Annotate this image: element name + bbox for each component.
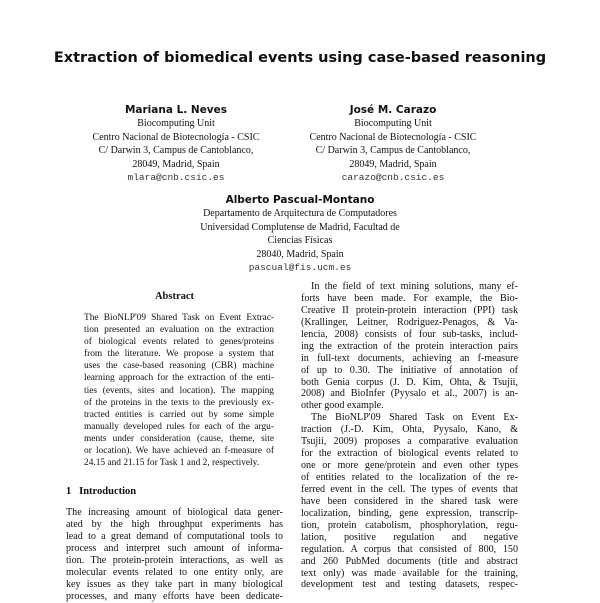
text-line: tion, protein catabolism, phosphorylation, regu-	[301, 519, 518, 531]
author-block	[66, 103, 286, 185]
text-line: manually developed rules for each of the argu-	[84, 421, 274, 432]
text-line: learning approach for the extraction of the enti-	[84, 373, 274, 384]
text-line: (Krallinger, Leitner, Rodriguez-Penagos, & Va-	[301, 316, 518, 328]
author-affiliation-line: 28049, Madrid, Spain	[132, 158, 220, 170]
text-line: lation, positive regulation and negative	[301, 531, 518, 543]
text-line: The increasing amount of biological data gener-	[66, 507, 283, 518]
text-line: regulation. A corpus that consisted of 800, 150	[301, 543, 518, 555]
text-line: of up to 0.30. The initiative of annotation of	[301, 364, 518, 376]
text-line: tion presented an evaluation on the extraction	[84, 325, 274, 336]
author-affiliation-line: 28040, Madrid, Spain	[256, 248, 344, 260]
text-line: ments under consideration (cause, theme, site	[84, 433, 274, 444]
text-line: lencia, 2008) consists of four sub-tasks, includ-	[301, 328, 518, 340]
author-affiliation-line: Universidad Complutense de Madrid, Facultad de	[200, 221, 400, 233]
text-line: localization, binding, gene expression, transcrip-	[301, 507, 518, 519]
text-line: forts have been made. For example, the Bio-	[301, 292, 518, 304]
text-line: and 260 PubMed documents (title and abstract	[301, 555, 518, 567]
author-affiliation-line: Departamento de Arquitectura de Computadores	[203, 208, 397, 219]
text-line: in full-text documents, achieving an f-measure	[301, 352, 518, 364]
author-email: mlara@cnb.csic.es	[127, 172, 225, 183]
section-title: Introduction	[79, 486, 137, 497]
text-line: Creative II protein-protein interaction (PPI) task	[301, 304, 518, 316]
text-line: or location). We have achieved an f-measure of	[84, 446, 274, 457]
text-line: both Genia corpus (J. D. Kim, Ohta, & Tsujii,	[301, 376, 518, 388]
text-line: text only) was made available for the training,	[301, 567, 518, 579]
author-email: pascual@fis.ucm.es	[248, 262, 352, 273]
text-line: process and interpret such amount of informa-	[66, 542, 283, 554]
text-line: The BioNLP'09 Shared Task on Event Extrac-	[84, 313, 274, 323]
text-line: ferred event in the cell. The types of events that	[301, 483, 518, 495]
text-line: traction (J.-D. Kim, Ohta, Pyysalo, Kano, &	[301, 424, 518, 436]
text-line: lead to a great demand of computational tools to	[66, 530, 283, 542]
introduction-body	[66, 507, 283, 603]
section-heading-introduction	[66, 486, 136, 497]
text-line: from the literature. We propose a system that	[84, 349, 274, 360]
text-line: one or more gene/protein and even other types	[301, 460, 518, 472]
text-line: tion. The protein-protein interactions, as well as	[66, 554, 283, 566]
text-line: ing the extraction of the protein interaction pairs	[301, 340, 518, 352]
text-line: 24.15 and 21.15 for Task 1 and 2, respectively.	[84, 458, 260, 469]
abstract-heading: Abstract	[154, 291, 195, 302]
author-affiliation-line: Centro Nacional de Biotecnología - CSIC	[309, 131, 477, 143]
right-column-body	[301, 281, 518, 591]
author-affiliation-line: Ciencias Físicas	[267, 235, 333, 246]
author-name: José M. Carazo	[349, 104, 437, 116]
text-line: molecular events related to one entity only, are	[66, 566, 283, 578]
author-affiliation-line: Biocomputing Unit	[137, 118, 215, 129]
author-name: Alberto Pascual-Montano	[225, 194, 375, 206]
text-line: ated by the high throughput experiments has	[66, 518, 283, 530]
text-line: ties (events, sites and location). The mapping	[84, 385, 274, 396]
text-line: other good example.	[301, 400, 384, 412]
text-line: Tsujii, 2009) proposes a comparative evaluation	[301, 436, 518, 448]
text-line: tracted entities is carried out by some simple	[84, 409, 274, 420]
author-affiliation-line: C/ Darwin 3, Campus de Cantoblanco,	[98, 145, 254, 156]
author-name: Mariana L. Neves	[124, 104, 228, 116]
author-email: carazo@cnb.csic.es	[341, 172, 445, 183]
text-line: processes, and many efforts have been dedicate-	[66, 590, 283, 602]
text-line: of entities related to the localization of the re-	[301, 472, 518, 483]
text-line: development test and testing datasets, respec-	[301, 579, 518, 591]
author-block	[160, 193, 440, 275]
text-line: 2008) and BioInfer (Pyysalo et al., 2007) is an-	[301, 388, 518, 400]
author-affiliation-line: Centro Nacional de Biotecnología - CSIC	[92, 131, 260, 143]
text-line: key issues as they take part in many biological	[66, 578, 283, 590]
author-block	[283, 103, 503, 185]
text-line: have been considered in the shared task were	[301, 495, 518, 507]
author-affiliation-line: 28049, Madrid, Spain	[349, 158, 437, 170]
text-line: In the field of text mining solutions, many ef-	[311, 281, 518, 292]
text-line: of the proteins in the texts to the previously ex-	[84, 397, 274, 408]
section-number: 1	[66, 486, 72, 497]
text-line: of biological events related to genes/proteins	[84, 337, 274, 348]
paper-title: Extraction of biomedical events using case-based reasoning	[53, 50, 547, 66]
text-line: The BioNLP'09 Shared Task on Event Ex-	[311, 412, 518, 424]
text-line: for the extraction of biological events related to	[301, 448, 518, 460]
author-affiliation-line: Biocomputing Unit	[354, 118, 432, 129]
abstract-body	[84, 312, 274, 469]
author-affiliation-line: C/ Darwin 3, Campus de Cantoblanco,	[315, 145, 471, 156]
text-line: uses the case-based reasoning (CBR) machine	[84, 361, 274, 372]
